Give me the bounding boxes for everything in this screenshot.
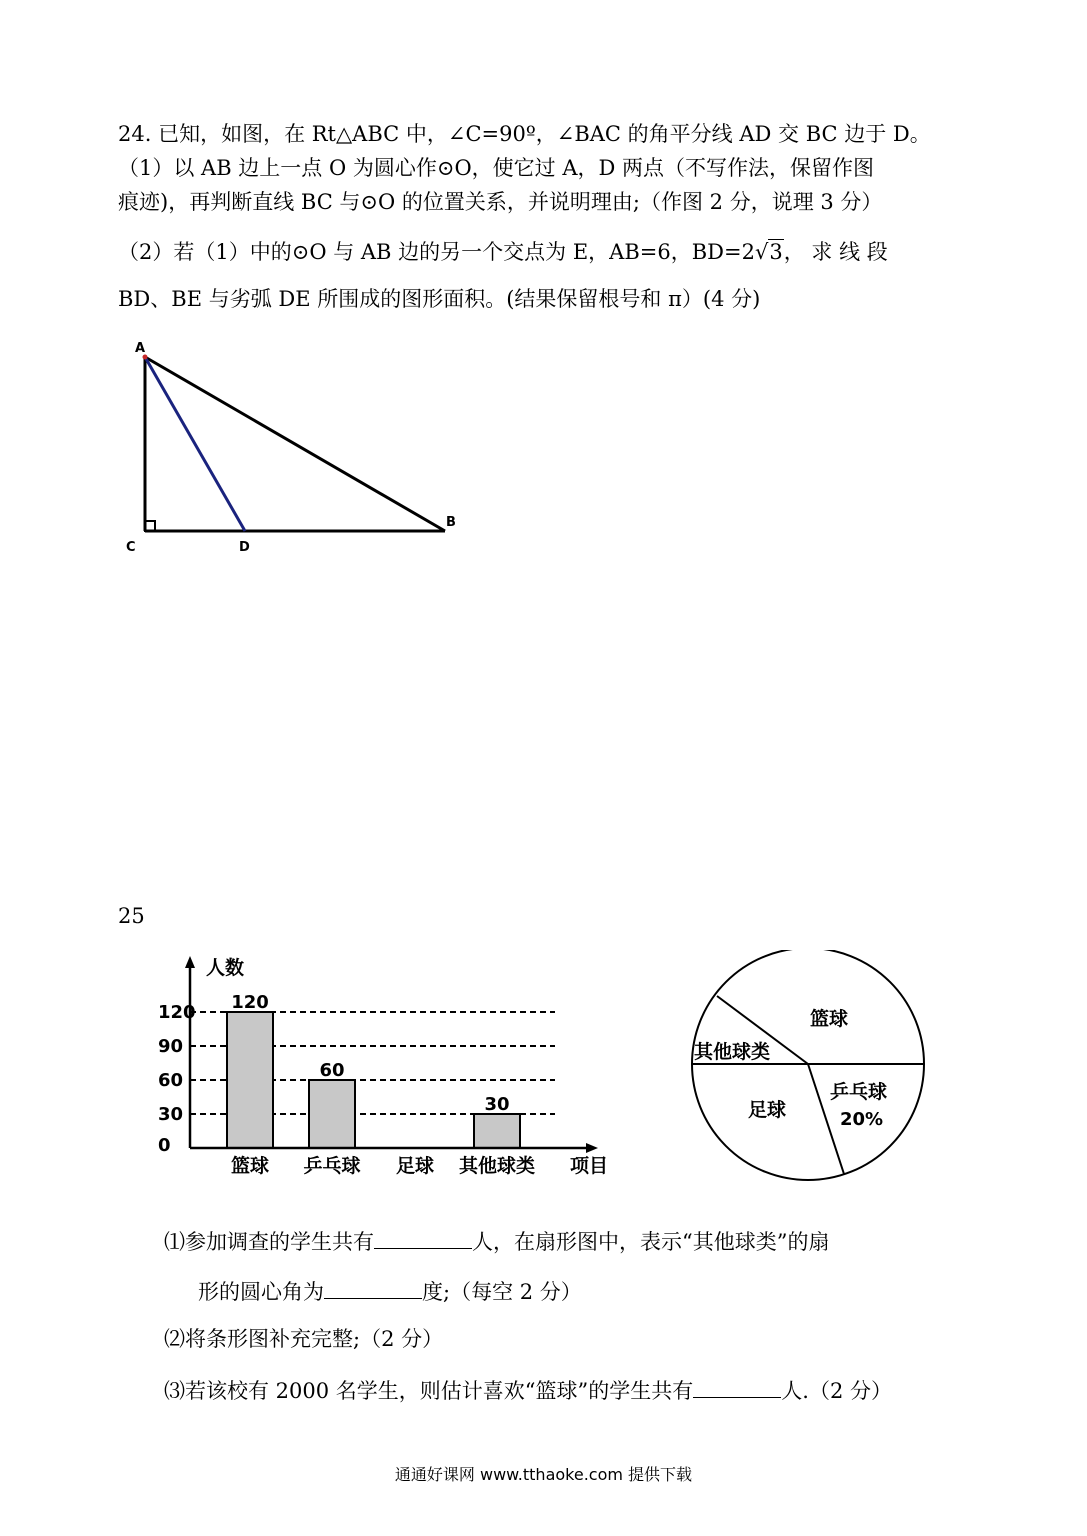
- x-tick-label: 其他球类: [458, 1155, 536, 1177]
- x-axis-arrow: [586, 1143, 598, 1153]
- x-axis-title: 项目: [570, 1155, 609, 1177]
- pie-label-other: 其他球类: [694, 1041, 771, 1063]
- pie-label-football: 足球: [748, 1099, 787, 1121]
- bar-3: [474, 1114, 520, 1148]
- q25-sub2: ⑵将条形图补充完整;（2 分）: [164, 1327, 444, 1351]
- answer-blank-angle[interactable]: [324, 1276, 422, 1299]
- side-ab: [145, 357, 445, 531]
- q25-sub1-line1: [164, 1226, 829, 1256]
- bar-value-label: 30: [484, 1094, 510, 1115]
- x-tick-label: 足球: [395, 1155, 435, 1177]
- q24-line4: [118, 238, 888, 266]
- y-tick-label: 0: [158, 1135, 171, 1156]
- q25-sub1-text-b: 人，在扇形图中，表示“其他球类”的扇: [472, 1230, 830, 1254]
- bar-0: [227, 1012, 273, 1148]
- sqrt-radicand: 3: [769, 240, 783, 264]
- bar-1: [309, 1080, 355, 1148]
- sqrt-sign: √3: [754, 240, 783, 264]
- bisector-ad: [145, 357, 245, 531]
- bar-value-label: 120: [231, 992, 269, 1013]
- q25-number: 25: [118, 904, 145, 928]
- q24-line1: 24. 已知，如图，在 Rt△ABC 中，∠C=90º，∠BAC 的角平分线 AD 交 BC 边于 D。: [118, 122, 931, 146]
- answer-blank-total[interactable]: [374, 1226, 472, 1249]
- q25-sub1-text-c: 形的圆心角为: [198, 1280, 324, 1304]
- q24-line3: 痕迹)，再判断直线 BC 与⊙O 的位置关系，并说明理由;（作图 2 分，说理 3 分）: [118, 190, 883, 214]
- q25-sub1-text-d: 度;（每空 2 分）: [422, 1280, 582, 1304]
- label-a: A: [135, 341, 146, 356]
- q25-sub1-text-a: ⑴参加调查的学生共有: [164, 1230, 374, 1254]
- bar-chart: [150, 950, 630, 1190]
- pie-label-basketball: 篮球: [810, 1008, 849, 1030]
- q24-line2: （1）以 AB 边上一点 O 为圆心作⊙O，使它过 A，D 两点（不写作法，保留作图: [118, 156, 875, 180]
- x-tick-label: 乒乓球: [303, 1155, 361, 1177]
- y-axis-arrow: [185, 956, 195, 968]
- label-d: D: [239, 540, 250, 555]
- q24-line4-post: ， 求 线 段: [783, 240, 888, 264]
- answer-blank-basketball[interactable]: [693, 1375, 781, 1398]
- q25-sub3-text-b: 人.（2 分）: [781, 1379, 892, 1403]
- q25-sub1-line2: [198, 1276, 582, 1306]
- y-tick-label: 120: [158, 1002, 196, 1023]
- pie-chart: [690, 950, 930, 1186]
- page-footer: 通通好课网 www.tthaoke.com 提供下载: [394, 1465, 693, 1484]
- label-c: C: [126, 540, 136, 555]
- q25-sub3: [164, 1375, 892, 1405]
- x-tick-label: 篮球: [230, 1155, 270, 1177]
- bar-value-label: 60: [319, 1060, 345, 1081]
- y-tick-label: 30: [158, 1104, 184, 1125]
- q24-line4-pre: （2）若（1）中的⊙O 与 AB 边的另一个交点为 E，AB=6，BD=2: [118, 240, 755, 264]
- pie-label-pingpong-percent: 20%: [840, 1109, 884, 1130]
- pie-label-pingpong: 乒乓球: [830, 1081, 888, 1103]
- y-tick-label: 90: [158, 1036, 184, 1057]
- q24-line5: BD、BE 与劣弧 DE 所围成的图形面积。(结果保留根号和 π）(4 分): [118, 287, 761, 311]
- triangle-figure: [110, 335, 470, 565]
- y-axis-title: 人数: [206, 957, 245, 979]
- q25-sub3-text-a: ⑶若该校有 2000 名学生，则估计喜欢“篮球”的学生共有: [164, 1379, 694, 1403]
- label-b: B: [446, 515, 456, 530]
- y-tick-label: 60: [158, 1070, 184, 1091]
